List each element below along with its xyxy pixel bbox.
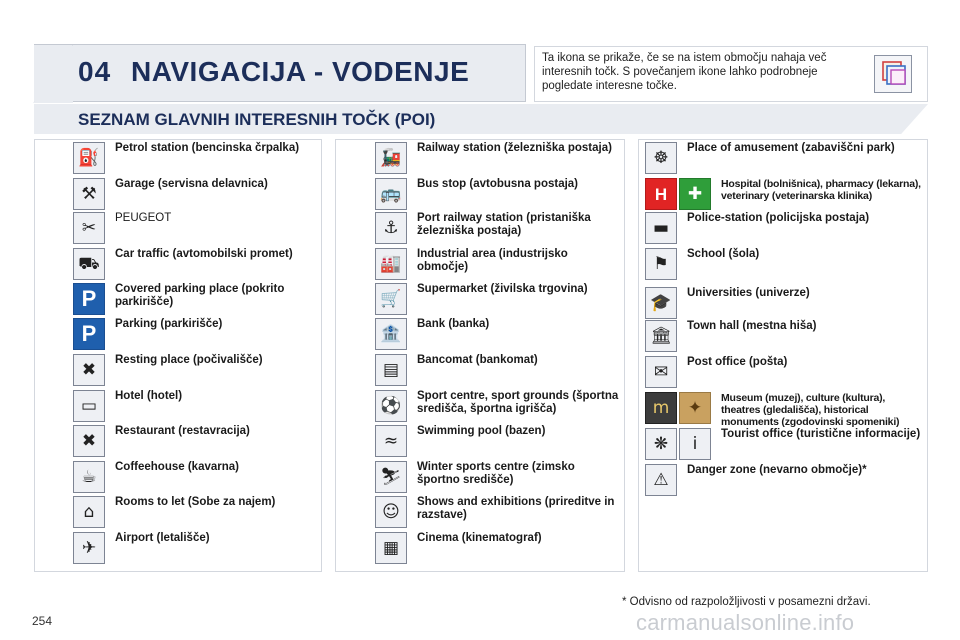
poi-label: Rooms to let (Sobe za najem) bbox=[115, 496, 276, 508]
poi-item bbox=[645, 320, 923, 352]
information-icon: i bbox=[679, 428, 711, 460]
poi-item bbox=[375, 318, 620, 350]
resting-place-icon: ✖ bbox=[73, 354, 105, 386]
poi-item bbox=[375, 496, 620, 528]
poi-icons bbox=[73, 461, 105, 493]
poi-item bbox=[645, 248, 923, 280]
poi-label: Universities (univerze) bbox=[687, 287, 810, 299]
restaurant-icon: ✖ bbox=[73, 425, 105, 457]
school-children-icon: ⚑ bbox=[645, 248, 677, 280]
poi-item bbox=[73, 248, 318, 280]
stacked-poi-icon bbox=[874, 55, 912, 93]
rooms-to-let-icon: ⌂ bbox=[73, 496, 105, 528]
poi-label: Museum (muzej), culture (kultura), theatres (gledališča), historical monuments (zgodovinski spomeniki) bbox=[721, 392, 900, 428]
poi-label: Bank (banka) bbox=[417, 318, 490, 330]
poi-icons bbox=[645, 428, 711, 460]
poi-label: School (šola) bbox=[687, 248, 760, 260]
poi-label: Hospital (bolnišnica), pharmacy (lekarna), veterinary (veterinarska klinika) bbox=[721, 178, 921, 202]
poi-icons bbox=[375, 178, 407, 210]
poi-icons bbox=[73, 283, 105, 315]
swimming-pool-icon: ≈ bbox=[375, 425, 407, 457]
poi-icons bbox=[73, 390, 105, 422]
poi-icons bbox=[375, 283, 407, 315]
poi-label: Cinema (kinematograf) bbox=[417, 532, 542, 544]
poi-icons bbox=[645, 320, 677, 352]
poi-item bbox=[73, 142, 318, 174]
hospital-icon: H bbox=[645, 178, 677, 210]
poi-label: Post office (pošta) bbox=[687, 356, 788, 368]
port-railway-icon: ⚓ bbox=[375, 212, 407, 244]
poi-icons bbox=[645, 464, 677, 496]
danger-warning-icon: ⚠ bbox=[645, 464, 677, 496]
poi-item bbox=[645, 392, 923, 428]
poi-item bbox=[645, 428, 923, 460]
poi-label: Town hall (mestna hiša) bbox=[687, 320, 817, 332]
poi-item bbox=[73, 212, 318, 244]
museum-icon: m bbox=[645, 392, 677, 424]
poi-item bbox=[73, 318, 318, 350]
parking-icon: P bbox=[73, 318, 105, 350]
railway-station-icon: 🚂 bbox=[375, 142, 407, 174]
poi-label: Supermarket (živilska trgovina) bbox=[417, 283, 588, 295]
poi-icons bbox=[73, 354, 105, 386]
poi-label: Parking (parkirišče) bbox=[115, 318, 223, 330]
poi-icons bbox=[73, 212, 105, 244]
hotel-bed-icon: ▭ bbox=[73, 390, 105, 422]
poi-item bbox=[73, 178, 318, 210]
theatre-masks-icon: ☺ bbox=[375, 496, 407, 528]
poi-label: Restaurant (restavracija) bbox=[115, 425, 250, 437]
peugeot-service-icon: ✂ bbox=[73, 212, 105, 244]
ferris-wheel-icon: ☸ bbox=[645, 142, 677, 174]
poi-item bbox=[375, 178, 620, 210]
car-traffic-icon: ⛟ bbox=[73, 248, 105, 280]
poi-icons bbox=[645, 178, 711, 210]
poi-label: Danger zone (nevarno območje)* bbox=[687, 464, 867, 476]
poi-icons bbox=[375, 496, 407, 528]
sport-centre-icon: ⚽ bbox=[375, 390, 407, 422]
poi-icons bbox=[375, 390, 407, 422]
poi-item bbox=[645, 178, 923, 210]
chapter-number: 04 bbox=[78, 56, 112, 87]
poi-label: Petrol station (bencinska črpalka) bbox=[115, 142, 300, 154]
poi-label: Coffeehouse (kavarna) bbox=[115, 461, 239, 473]
chapter-title: NAVIGACIJA - VODENJE bbox=[131, 56, 470, 87]
poi-icons bbox=[73, 425, 105, 457]
poi-icons bbox=[73, 248, 105, 280]
poi-icons bbox=[645, 142, 677, 174]
poi-item bbox=[375, 425, 620, 457]
covered-parking-icon: P bbox=[73, 283, 105, 315]
pharmacy-cross-icon: ✚ bbox=[679, 178, 711, 210]
poi-item bbox=[375, 142, 620, 174]
poi-item bbox=[73, 283, 318, 315]
poi-item bbox=[375, 212, 620, 244]
poi-label: Police-station (policijska postaja) bbox=[687, 212, 870, 224]
poi-label: Bancomat (bankomat) bbox=[417, 354, 538, 366]
police-station-icon: ▬ bbox=[645, 212, 677, 244]
poi-icons bbox=[375, 532, 407, 564]
film-reel-icon: ▦ bbox=[375, 532, 407, 564]
poi-icons bbox=[73, 532, 105, 564]
poi-label: Car traffic (avtomobilski promet) bbox=[115, 248, 293, 260]
poi-label: Railway station (železniška postaja) bbox=[417, 142, 612, 154]
poi-label: Place of amusement (zabaviščni park) bbox=[687, 142, 895, 154]
poi-item bbox=[73, 390, 318, 422]
poi-icons bbox=[73, 496, 105, 528]
poi-label: PEUGEOT bbox=[115, 212, 172, 224]
poi-label: Garage (servisna delavnica) bbox=[115, 178, 268, 190]
poi-item bbox=[645, 142, 923, 174]
footnote: * Odvisno od razpoložljivosti v posamezni državi. bbox=[622, 596, 871, 608]
poi-label: Bus stop (avtobusna postaja) bbox=[417, 178, 579, 190]
poi-item bbox=[375, 354, 620, 386]
poi-icons bbox=[375, 212, 407, 244]
garage-tool-icon: ⚒ bbox=[73, 178, 105, 210]
atm-icon: ▤ bbox=[375, 354, 407, 386]
poi-item bbox=[73, 461, 318, 493]
poi-label: Hotel (hotel) bbox=[115, 390, 183, 402]
intro-note-text: Ta ikona se prikaže, če se na istem območju nahaja več interesnih točk. S povečanjem ikone lahko podrobneje pogledate interesne točke. bbox=[542, 52, 827, 92]
poi-item bbox=[645, 464, 923, 496]
poi-label: Tourist office (turistične informacije) bbox=[721, 428, 921, 440]
town-hall-icon: 🏛 bbox=[645, 320, 677, 352]
poi-icons bbox=[73, 318, 105, 350]
watermark: carmanualsonline.info bbox=[636, 610, 855, 635]
poi-label: Airport (letališče) bbox=[115, 532, 210, 544]
section-title: SEZNAM GLAVNIH INTERESNIH TOČK (POI) bbox=[78, 110, 436, 129]
poi-label: Sport centre, sport grounds (športna središča, športna igrišča) bbox=[417, 390, 619, 415]
poi-icons bbox=[375, 142, 407, 174]
poi-icons bbox=[375, 461, 407, 493]
poi-icons bbox=[375, 248, 407, 280]
poi-icons bbox=[375, 425, 407, 457]
poi-item bbox=[73, 354, 318, 386]
bus-stop-icon: 🚌 bbox=[375, 178, 407, 210]
poi-icons bbox=[645, 392, 711, 424]
poi-item bbox=[645, 212, 923, 244]
bank-icon: 🏦 bbox=[375, 318, 407, 350]
poi-item bbox=[73, 496, 318, 528]
envelope-icon: ✉ bbox=[645, 356, 677, 388]
poi-icons bbox=[73, 142, 105, 174]
poi-icons bbox=[645, 212, 677, 244]
poi-label: Swimming pool (bazen) bbox=[417, 425, 546, 437]
fuel-pump-icon: ⛽ bbox=[73, 142, 105, 174]
poi-item bbox=[73, 532, 318, 564]
poi-icons bbox=[645, 287, 677, 319]
poi-label: Port railway station (pristaniška železniška postaja) bbox=[417, 212, 591, 237]
poi-item bbox=[375, 248, 620, 280]
poi-icons bbox=[73, 178, 105, 210]
poi-icons bbox=[375, 318, 407, 350]
poi-item bbox=[645, 287, 923, 319]
historical-monument-icon: ✦ bbox=[679, 392, 711, 424]
graduation-cap-icon: 🎓 bbox=[645, 287, 677, 319]
poi-label: Shows and exhibitions (prireditve in razstave) bbox=[417, 496, 615, 521]
poi-icons bbox=[375, 354, 407, 386]
poi-label: Resting place (počivališče) bbox=[115, 354, 263, 366]
poi-item bbox=[375, 283, 620, 315]
poi-label: Covered parking place (pokrito parkirišče) bbox=[115, 283, 285, 308]
coffee-cup-icon: ☕ bbox=[73, 461, 105, 493]
tourist-info-icon: ❋ bbox=[645, 428, 677, 460]
poi-item bbox=[645, 356, 923, 388]
poi-icons bbox=[645, 248, 677, 280]
poi-icons bbox=[645, 356, 677, 388]
airplane-icon: ✈ bbox=[73, 532, 105, 564]
industrial-area-icon: 🏭 bbox=[375, 248, 407, 280]
poi-item bbox=[375, 390, 620, 422]
poi-item bbox=[375, 532, 620, 564]
skiing-icon: ⛷ bbox=[375, 461, 407, 493]
page-number: 254 bbox=[32, 614, 53, 628]
poi-label: Winter sports centre (zimsko športno središče) bbox=[417, 461, 575, 486]
poi-label: Industrial area (industrijsko območje) bbox=[417, 248, 568, 273]
shopping-cart-icon: 🛒 bbox=[375, 283, 407, 315]
poi-item bbox=[375, 461, 620, 493]
poi-item bbox=[73, 425, 318, 457]
